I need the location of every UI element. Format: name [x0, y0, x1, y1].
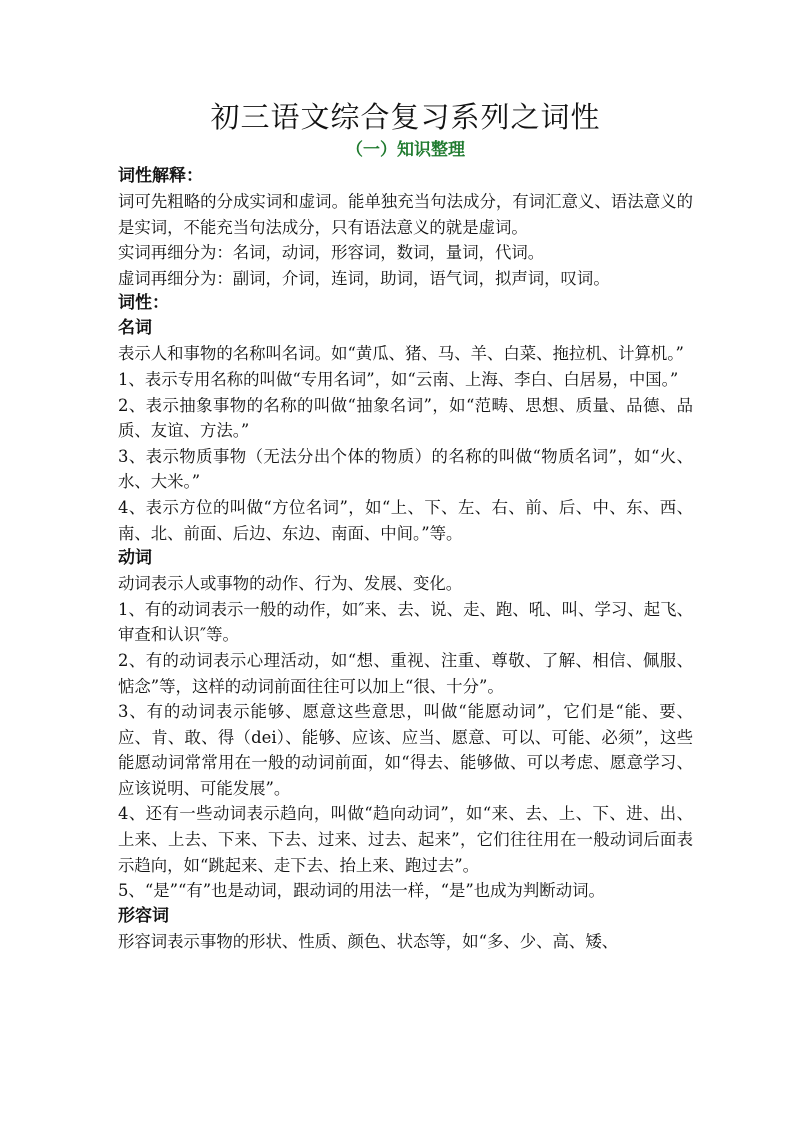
paragraph-mingci-4: 4、表示方位的叫做“方位名词”，如“上、下、左、右、前、后、中、东、西、南、北、前面、后边、东边、南面、中间。”等。: [118, 497, 693, 543]
paragraph-intro-3: 虚词再细分为：副词，介词，连词，助词，语气词，拟声词，叹词。: [118, 268, 610, 288]
heading-mingci: 名词: [118, 318, 152, 339]
section-subtitle: （一）知识整理: [346, 140, 465, 160]
page-title: 初三语文综合复习系列之词性: [210, 100, 601, 134]
paragraph-dongci-5: 5、“是”“有”也是动词，跟动词的用法一样，“是”也成为判断动词。: [118, 881, 605, 901]
heading-xingrongci: 形容词: [118, 905, 169, 926]
paragraph-mingci-0: 表示人和事物的名称叫名词。如“黄瓜、猪、马、羊、白菜、拖拉机、计算机。”: [118, 344, 684, 364]
heading-dongci: 动词: [118, 548, 152, 569]
paragraph-dongci-4: 4、还有一些动词表示趋向，叫做“趋向动词”，如“来、去、上、下、进、出、上来、上去、下来、下去、过来、过去、起来”，它们往往用在一般动词后面表示趋向，如“跳起来、走下去、抬上来、跑过去”。: [118, 804, 693, 875]
paragraph-mingci-1: 1、表示专用名称的叫做“专用名词”，如“云南、上海、李白、白居易，中国。”: [118, 369, 679, 389]
paragraph-dongci-3: 3、有的动词表示能够、愿意这些意思，叫做“能愿动词”，它们是“能、要、应、肯、敢、得（dei）、能够、应该、应当、愿意、可以、可能、必须”，这些能愿动词常常用在一般的动词前面，如“得去、能够做、可以考虑、愿意学习、应该说明、可能发展”。: [118, 702, 693, 798]
paragraph-dongci-2: 2、有的动词表示心理活动，如“想、重视、注重、尊敬、了解、相信、佩服、惦念”等，这样的动词前面往往可以加上“很、十分”。: [118, 650, 693, 696]
document-page: [118, 96, 693, 954]
paragraph-intro-2: 实词再细分为：名词，动词，形容词，数词，量词，代词。: [118, 243, 545, 263]
paragraph-dongci-1: 1、有的动词表示一般的动作，如″来、去、说、走、跑、吼、叫、学习、起飞、审查和认识″等。: [118, 599, 693, 645]
paragraph-intro-1: 词可先粗略的分成实词和虚词。能单独充当句法成分，有词汇意义、语法意义的是实词，不能充当句法成分，只有语法意义的就是虚词。: [118, 192, 693, 237]
heading-cixing: 词性：: [118, 293, 169, 314]
paragraph-mingci-3: 3、表示物质事物（无法分出个体的物质）的名称的叫做“物质名词”，如“火、水、大米。”: [118, 446, 693, 492]
heading-cixing-jieshi: 词性解释：: [118, 166, 203, 186]
paragraph-mingci-2: 2、表示抽象事物的名称的叫做“抽象名词”，如“范畴、思想、质量、品德、品质、友谊、方法。”: [118, 395, 693, 441]
paragraph-xingrongci-0: 形容词表示事物的形状、性质、颜色、状态等，如“多、少、高、矮、: [118, 931, 619, 951]
paragraph-dongci-0: 动词表示人或事物的动作、行为、发展、变化。: [118, 574, 463, 594]
